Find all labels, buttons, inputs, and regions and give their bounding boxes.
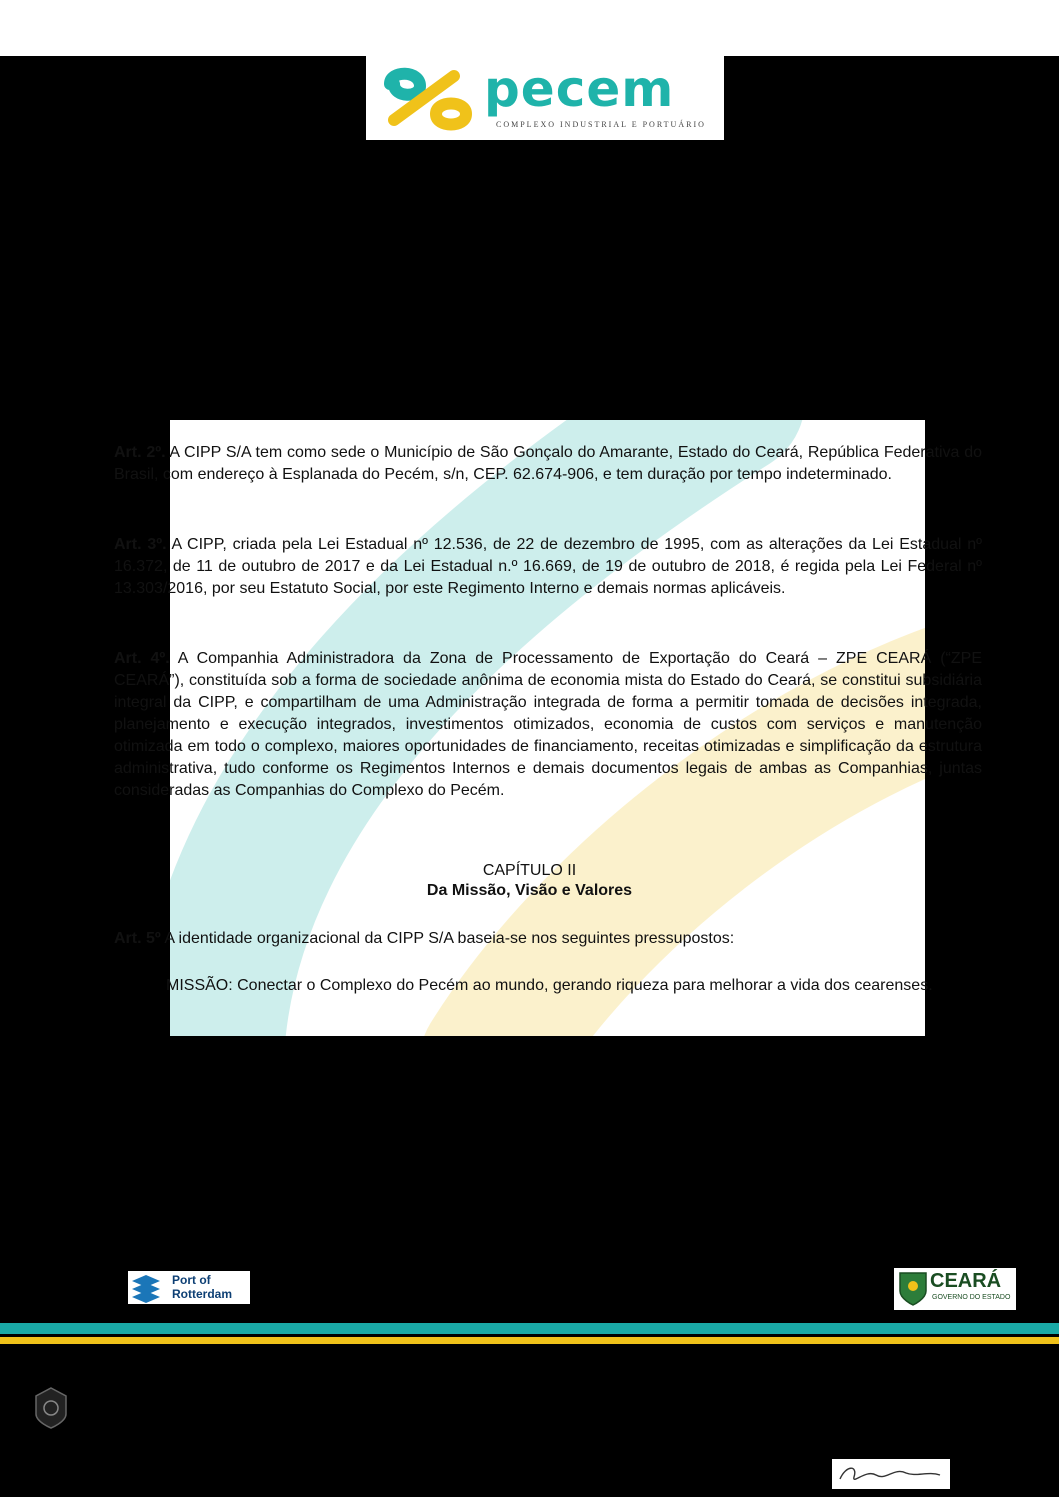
junta-comercial-seal-icon <box>32 1386 70 1430</box>
chapter-2-number: CAPÍTULO II <box>482 862 577 879</box>
chapter-1-number: CAPÍTULO I <box>485 260 574 277</box>
certification-org: Junta Comercial do Estado do Ceará <box>80 1388 284 1402</box>
footer-yellow-stripe <box>0 1337 1059 1344</box>
certification-text: Certifico registro sob o nº 6256281 em 11/08/2023 da Empresa COMPANHIA DE DESENVOLVIMENTO DO COMPLEXO INDUSTRIAL E PORTUARIO DO PECEM - CIPP, CNPJ 01256678000100 e protocolo 231307948 - 09/08/2023. Autenticação: C84E62FCF6E0E2281867129C47454A8BB9E6E65. CAROLINA PRICE EVANGELISTA MONTEIRO - Presidente. Para validar este documento, acesse http://www.jucec.ce.gov.br e informe nº do protocolo 23/130.794-8 e o código de segurança ZUTA Esta cópia foi autenticada digitalmente e assinada em 11/08/2023 por CAROLINA PRICE EVANGELISTA MONTEIRO Presidente. <box>80 1402 1022 1460</box>
certification-block <box>80 1388 1022 1459</box>
signature-stamp <box>832 1459 950 1489</box>
footer-title: Complexo Industrial e Portuário do Pecém <box>418 1272 682 1288</box>
mission-statement: MISSÃO: Conectar o Complexo do Pecém ao mundo, gerando riqueza para melhorar a vida dos cearenses. <box>166 977 933 994</box>
value-integrity: Integridade: Agimos com credibilidade, ética e transparência; <box>166 1179 599 1196</box>
port-of-rotterdam-logo <box>128 1271 250 1304</box>
ceara-subtitle: GOVERNO DO ESTADO <box>932 1294 1011 1301</box>
footer-contact: Fone: (85) 3372.1500 – E-mail: contato@complexodopecem.com.br <box>414 1303 686 1313</box>
footer-address: Esplanada do Pecém, s/n – Pecém – São Gonçalo do Amarante – Ceará – CEP: 62.674-906 <box>365 1291 735 1301</box>
rotterdam-wave-icon <box>130 1273 162 1303</box>
pecem-logo <box>366 56 724 140</box>
signature-icon <box>832 1459 950 1489</box>
vision-statement: VISÃO: Ser o principal complexo industrial portuário do Brasil, com o melhor ambiente de negócios do Brasil, sendo referência de sustentabilidade até 2035 <box>166 1041 940 1078</box>
ceara-word: CEARÁ <box>930 1270 1002 1292</box>
rotterdam-line-2: Rotterdam <box>172 1287 233 1301</box>
logo-subtitle: COMPLEXO INDUSTRIAL E PORTUÁRIO <box>496 120 706 129</box>
article-1: Art. 1º. A Companhia de Desenvolvimento do Complexo Industrial e Portuário do Pecém, denominada "CIPP" e/ou "CIPP S/A", é sociedade de economia mista, organizada sob a forma de Sociedade Anônima de capital fechado, vinculada à Secretaria do Desenvolvimento Econômico – SDE, e inscrita no CNPJ/MF sob nº 01.256.678/0001-00. <box>114 314 983 375</box>
article-4: Art. 4º. A Companhia Administradora da Zona de Processamento de Exportação do Ceará – ZPE CEARÁ (“ZPE CEARÁ”), constituída sob a forma de sociedade anônima de economia mista do Estado do Ceará, se constitui subsidiária integral da CIPP, e compartilham de uma Administração integrada de forma a permitir tomada de decisões integrada, planejamento e execução integrados, investimentos otimizados, economia de custos com serviços e manutenção otimizada em todo o complexo, maiores oportunidades de financiamento, receitas otimizadas e simplificação da estrutura administrativa, tudo conforme os Regimentos Internos e demais documentos legais de ambas as Companhias, juntas consideradas as Companhias do Complexo do Pecém. <box>114 650 982 799</box>
document-title-line-3: PECÉM - CIPP S/A <box>464 210 595 227</box>
chapter-2-title: Da Missão, Visão e Valores <box>426 882 633 899</box>
logo-wordmark: pecem <box>484 60 675 118</box>
ceara-government-logo <box>894 1268 1016 1310</box>
value-customer-focus: Foco no Cliente: Nossos processos e operação passam pela perspectiva do cliente para alcançar eficácia e superar as expectativas; <box>166 1131 930 1168</box>
page-number: pág. 7/47 <box>958 1470 1010 1484</box>
article-5: Art. 5º A identidade organizacional da CIPP S/A baseia-se nos seguintes pressupostos: <box>114 930 735 947</box>
top-margin <box>0 0 1059 56</box>
ceara-shield-icon <box>898 1271 928 1307</box>
chapter-1-title: Denominação, Sede, Natureza e Subsidiária <box>363 280 696 297</box>
article-3: Art. 3º. A CIPP, criada pela Lei Estadual nº 12.536, de 22 de dezembro de 1995, com as alterações da Lei Estadual nº 16.372, de 11 de outubro de 2017 e da Lei Estadual n.º 16.669, de 19 de outubro de 2018, é regida pela Lei Federal nº 13.303/2016, por seu Estatuto Social, por este Regimento Interno e demais normas aplicáveis. <box>114 536 983 597</box>
document-title-line-1: REGIMENTO INTERNO <box>448 164 611 181</box>
document-title-line-2: COMPANHIA DE DESENVOLVIMENTO DO COMPLEXO INDUSTRIAL E PORTUÁRIO DO <box>221 188 838 205</box>
footer-teal-stripe <box>0 1323 1059 1334</box>
pecem-logo-mark-icon <box>380 64 476 134</box>
article-2: Art. 2º. A CIPP S/A tem como sede o Município de São Gonçalo do Amarante, Estado do Ceará, República Federativa do Brasil, com endereço à Esplanada do Pecém, s/n, CEP. 62.674-906, e tem duração por tempo indeterminado. <box>114 444 982 483</box>
rotterdam-line-1: Port of <box>172 1273 211 1287</box>
